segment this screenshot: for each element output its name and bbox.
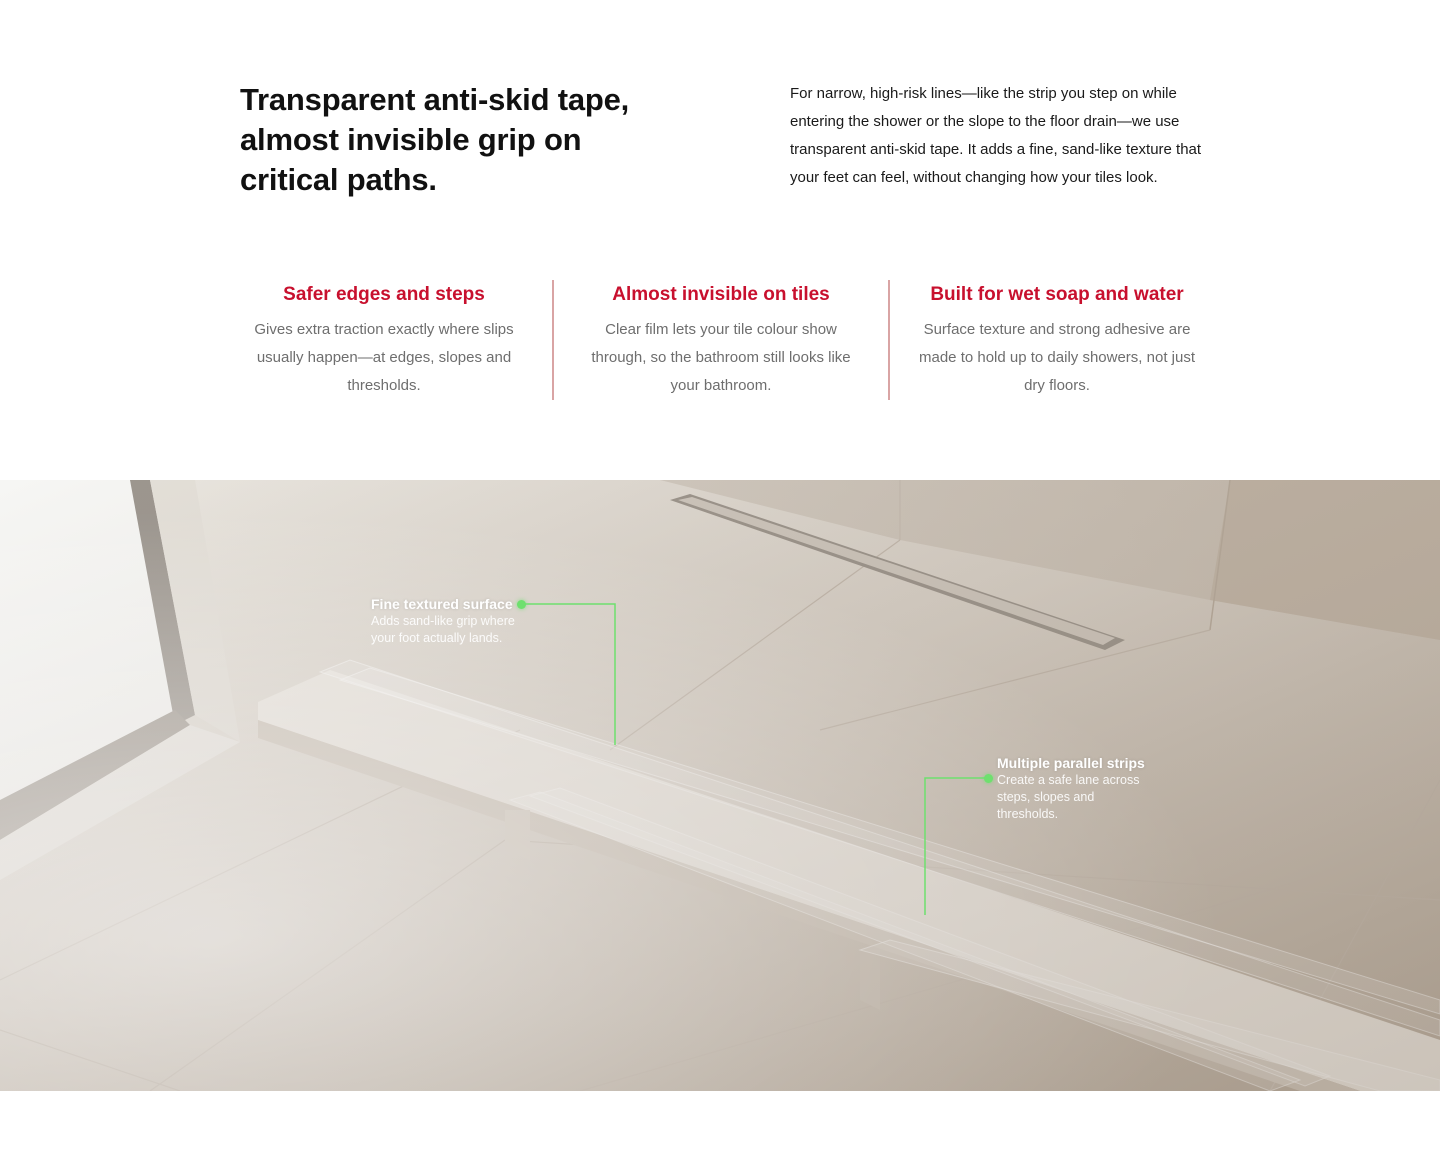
intro-section (240, 80, 1200, 230)
callout-title: Multiple parallel strips (997, 755, 1145, 771)
callout-fine-textured-surface (371, 595, 541, 647)
bathroom-floor-image (0, 480, 1440, 1091)
feature-almost-invisible (552, 280, 888, 400)
feature-text: Clear film lets your tile colour show through, so the bathroom still looks like your bathroom. (591, 321, 851, 394)
callout-description: Adds sand-like grip where your foot actually lands. (371, 614, 515, 645)
bathroom-floor-illustration (0, 480, 1440, 1091)
feature-wet-soap-water (888, 280, 1224, 400)
feature-title: Almost invisible on tiles (612, 284, 830, 305)
callout-description: Create a safe lane across steps, slopes and thresholds. (997, 773, 1140, 821)
callout-marker-dot[interactable] (984, 774, 993, 783)
features-row (216, 280, 1224, 400)
feature-safer-edges (216, 280, 552, 400)
callout-title: Fine textured surface (371, 596, 513, 612)
section-description: For narrow, high-risk lines—like the strip you step on while entering the shower or the slope to the floor drain—we use transparent anti-skid tape. It adds a fine, sand-like texture that your feet can feel, without changing how your tiles look. (790, 85, 1202, 186)
section-heading: Transparent anti-skid tape, almost invisible grip on critical paths. (240, 82, 630, 197)
feature-title: Built for wet soap and water (930, 284, 1184, 305)
callout-multiple-parallel-strips (997, 754, 1167, 823)
feature-text: Surface texture and strong adhesive are made to hold up to daily showers, not just dry floors. (919, 321, 1195, 394)
feature-title: Safer edges and steps (283, 284, 485, 305)
feature-text: Gives extra traction exactly where slips usually happen—at edges, slopes and thresholds. (254, 321, 514, 394)
